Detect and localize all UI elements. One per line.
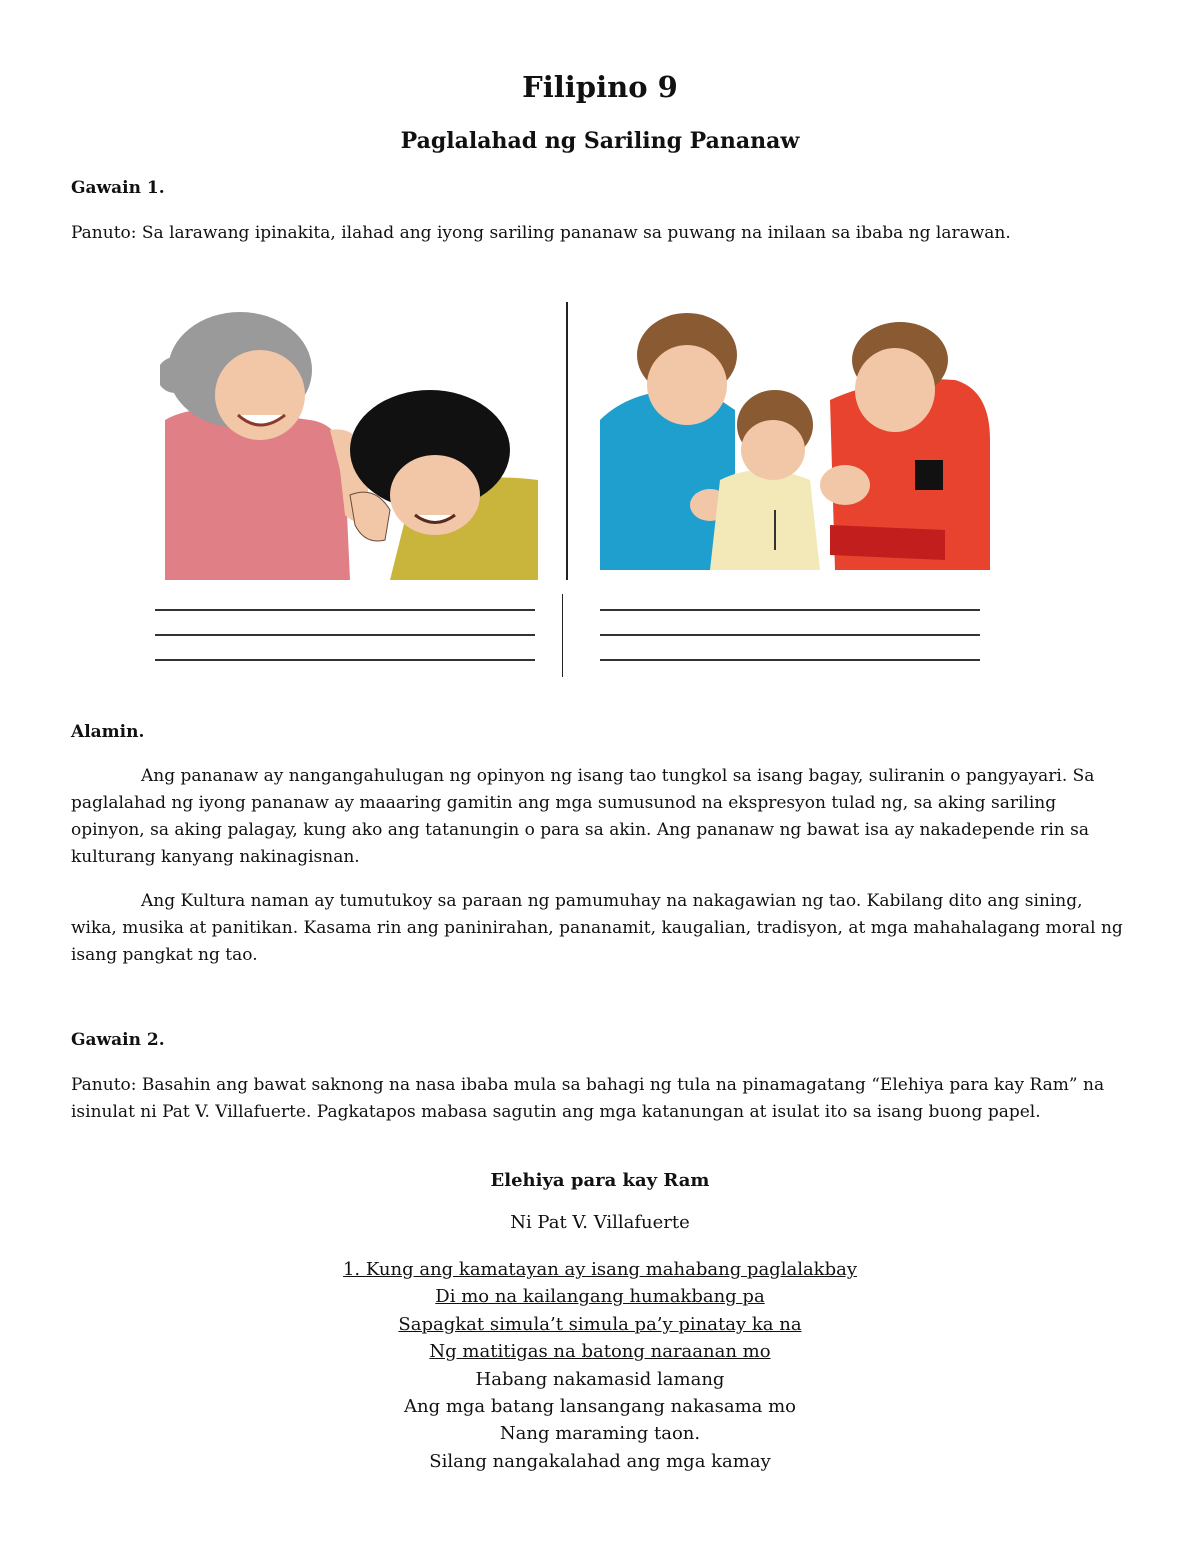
gawain1-heading: Gawain 1.	[71, 178, 165, 198]
answer-lines	[150, 600, 990, 670]
poem-title: Elehiya para kay Ram	[490, 1170, 710, 1191]
gawain1-instructions: Panuto: Sa larawang ipinakita, ilahad ang iyong sariling pananaw sa puwang na inilaan sa ibaba ng larawan.	[71, 223, 1011, 243]
poem-line: Ng matitigas na batong naraanan mo	[429, 1341, 771, 1363]
alamin-paragraph-1: Ang pananaw ay nangangahulugan ng opinyon ng isang tao tungkol sa isang bagay, suliranin o pangyayari. Sa paglalahad ng iyong pananaw ay maaaring gamitin ang mga sumusunod na ekspresyon tulad ng, sa aking sariling opinyon, sa aking palagay, kung ako ang tatanungin o para sa akin. Ang pananaw ng bawat isa ay nakadepende rin sa kulturang kanyang nakinagisnan.	[71, 766, 1095, 867]
gawain2-heading: Gawain 2.	[71, 1030, 165, 1050]
poem-line: Di mo na kailangang humakbang pa	[435, 1286, 765, 1308]
poem-line: Ang mga batang lansangang nakasama mo	[403, 1396, 797, 1418]
illustration-family-praying	[595, 310, 990, 575]
poem-stanza	[0, 1256, 1200, 1475]
poem-line: Sapagkat simula’t simula pa’y pinatay ka na	[398, 1313, 802, 1335]
poem-author: Ni Pat V. Villafuerte	[510, 1212, 690, 1233]
alamin-heading: Alamin.	[71, 722, 145, 742]
gawain2-instructions: Panuto: Basahin ang bawat saknong na nasa ibaba mula sa bahagi ng tula na pinamagatang “Elehiya para kay Ram” na isinulat ni Pat V. Villafuerte. Pagkatapos mabasa sagutin ang mga katanungan at isulat ito sa isang buong papel.	[71, 1075, 1105, 1122]
poem-line: 1. Kung ang kamatayan ay isang mahabang paglalakbay	[342, 1259, 858, 1280]
illustration-grandmother-and-girl	[160, 310, 545, 585]
poem-line: Nang maraming taon.	[499, 1423, 701, 1445]
alamin-paragraph-2: Ang Kultura naman ay tumutukoy sa paraan ng pamumuhay na nakagawian ng tao. Kabilang dito ang sining, wika, musika at panitikan. Kasama rin ang paninirahan, pananamit, kaugalian, tradisyon, at mga mahahalagang moral ng isang pangkat ng tao.	[71, 891, 1123, 965]
page-title: Filipino 9	[522, 70, 678, 104]
poem-line: Silang nangakalahad ang mga kamay	[429, 1450, 771, 1472]
page-subtitle: Paglalahad ng Sariling Pananaw	[400, 128, 800, 154]
poem-line: Habang nakamasid lamang	[475, 1368, 725, 1390]
